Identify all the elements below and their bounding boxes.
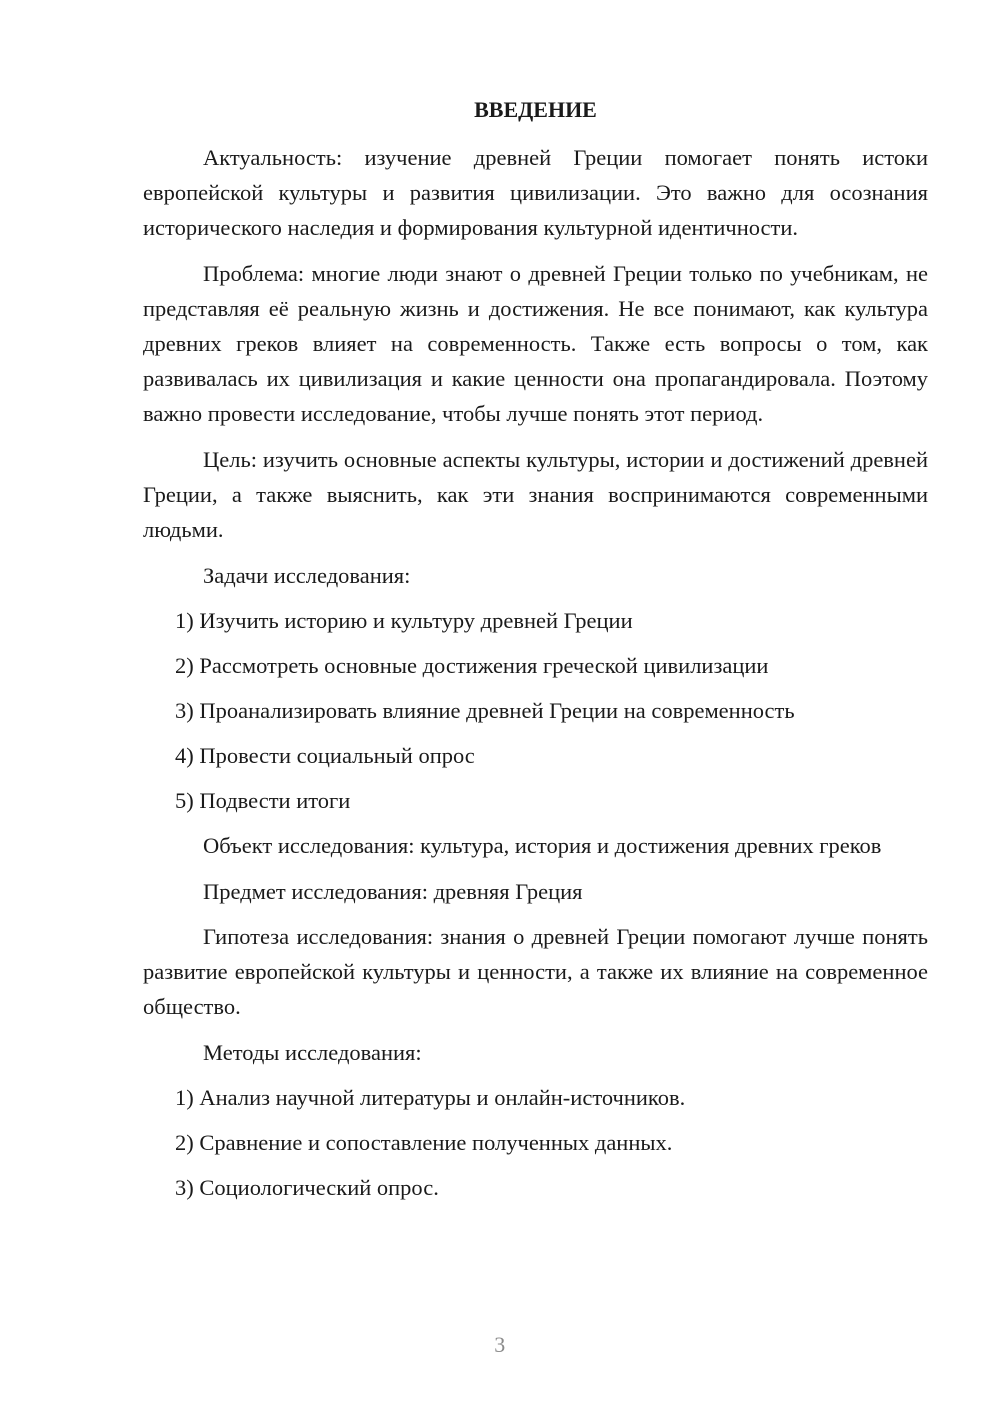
methods-heading: Методы исследования: bbox=[203, 1040, 422, 1065]
task-item-1: 1) Изучить историю и культуру древней Греции bbox=[175, 608, 633, 633]
methods-list bbox=[143, 1080, 928, 1205]
page-number: 3 bbox=[494, 1332, 506, 1357]
method-item-1: 1) Анализ научной литературы и онлайн-источников. bbox=[175, 1085, 686, 1110]
object-paragraph: Объект исследования: культура, история и достижения древних греков bbox=[203, 833, 882, 858]
section-title: ВВЕДЕНИЕ bbox=[474, 97, 597, 122]
method-item-3: 3) Социологический опрос. bbox=[175, 1175, 439, 1200]
task-item-3: 3) Проанализировать влияние древней Греции на современность bbox=[175, 698, 795, 723]
document-page bbox=[143, 92, 928, 1215]
task-item-2: 2) Рассмотреть основные достижения греческой цивилизации bbox=[175, 653, 769, 678]
relevance-paragraph: Актуальность: изучение древней Греции помогает понять истоки европейской культуры и развития цивилизации. Это важно для осознания исторического наследия и формирования культурной идентичности. bbox=[143, 145, 928, 240]
task-item-4: 4) Провести социальный опрос bbox=[175, 743, 475, 768]
subject-paragraph: Предмет исследования: древняя Греция bbox=[203, 879, 583, 904]
problem-paragraph: Проблема: многие люди знают о древней Греции только по учебникам, не представляя её реальную жизнь и достижения. Не все понимают, как культура древних греков влияет на современность. Также есть вопросы о том, как развивалась их цивилизация и какие ценности она пропагандировала. Поэтому важно провести исследование, чтобы лучше понять этот период. bbox=[143, 261, 928, 426]
hypothesis-paragraph: Гипотеза исследования: знания о древней Греции помогают лучше понять развитие европейской культуры и ценности, а также их влияние на современное общество. bbox=[143, 924, 928, 1019]
tasks-list bbox=[143, 603, 928, 818]
tasks-heading: Задачи исследования: bbox=[203, 563, 411, 588]
method-item-2: 2) Сравнение и сопоставление полученных данных. bbox=[175, 1130, 673, 1155]
goal-paragraph: Цель: изучить основные аспекты культуры, истории и достижений древней Греции, а также выяснить, как эти знания воспринимаются современными людьми. bbox=[143, 447, 928, 542]
task-item-5: 5) Подвести итоги bbox=[175, 788, 351, 813]
